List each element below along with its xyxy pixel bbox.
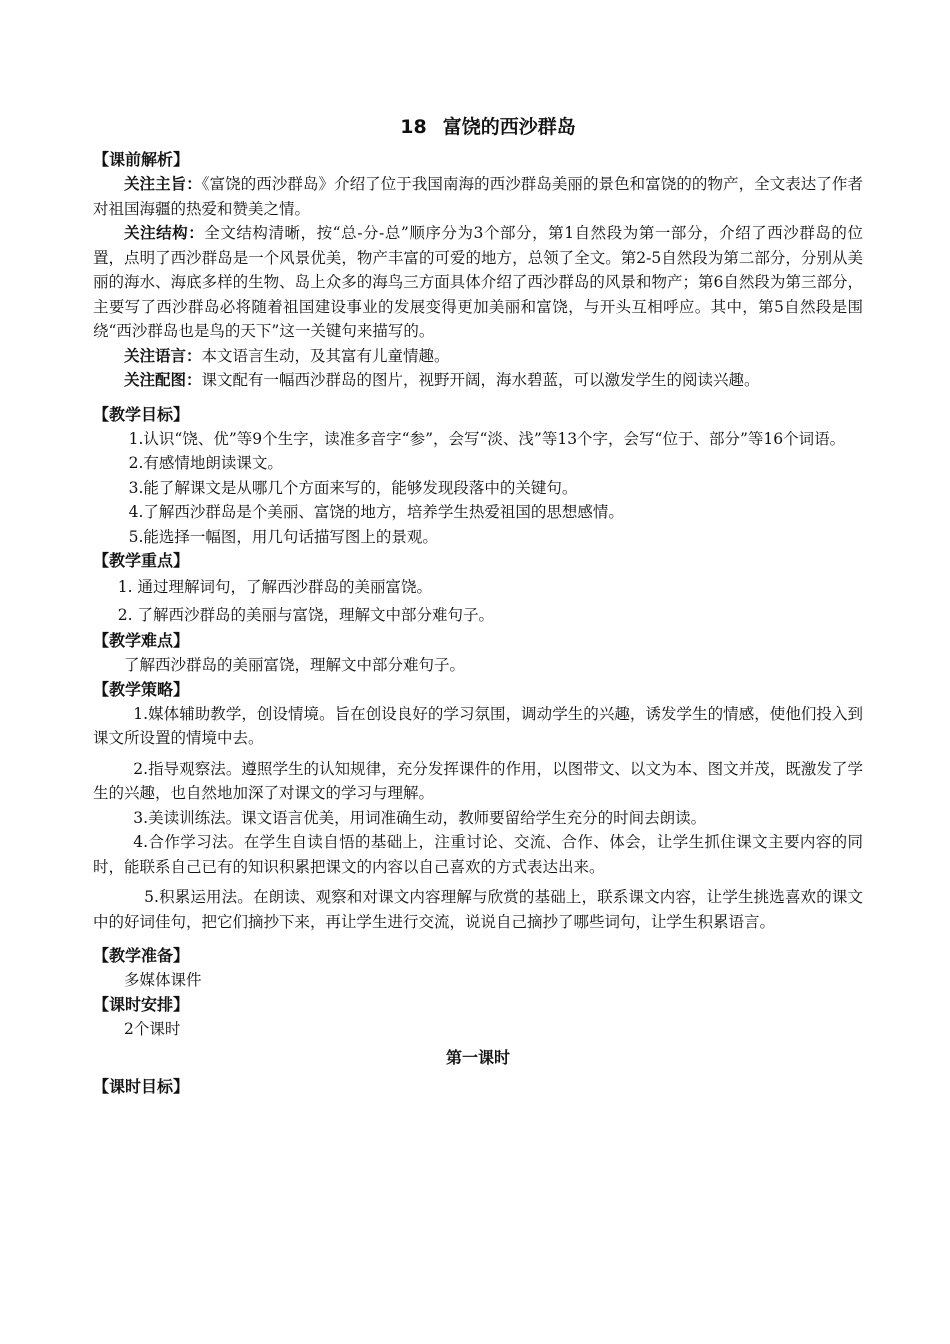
strategy-item: 2.指导观察法。遵照学生的认知规律，充分发挥课件的作用，以图带文、以文为本、图文并茂，既激发了学生的兴趣，也自然地加深了对课文的学习与理解。: [93, 759, 863, 802]
objective-item: 5.能选择一幅图，用几句话描写图上的景观。: [128, 527, 438, 546]
strategy-item: 3.美读训练法。课文语言优美，用词准确生动，教师要留给学生充分的时间去朗读。: [133, 808, 707, 827]
strategy-item: 4.合作学习法。在学生自读自悟的基础上，注重讨论、交流、合作、体会，让学生抓住课文主要内容的同时，能联系自己已有的知识积累把课文的内容以自己喜欢的方式表达出来。: [93, 833, 863, 876]
focus-illustration: [93, 368, 863, 393]
focus-theme-text: 《富饶的西沙群岛》介绍了位于我国南海的西沙群岛美丽的景色和富饶的的物产，全文表达了作者对祖国海疆的热爱和赞美之情。: [93, 175, 863, 218]
objective-item: 4.了解西沙群岛是个美丽、富饶的地方，培养学生热爱祖国的思想感情。: [128, 503, 624, 521]
difficulty-text: 了解西沙群岛的美丽富饶，理解文中部分难句子。: [124, 656, 466, 674]
focus-structure-lead: 关注结构：: [124, 224, 205, 242]
focus-theme-lead: 关注主旨：: [124, 175, 202, 193]
strategies-heading: 【教学策略】: [93, 679, 190, 699]
objective-item: 3.能了解课文是从哪几个方面来写的，能够发现段落中的关键句。: [128, 478, 578, 497]
focus-theme: [93, 172, 863, 221]
preparation-heading: 【教学准备】: [93, 946, 190, 965]
strategy-item: 1.媒体辅助教学，创设情境。旨在创设良好的学习氛围，调动学生的兴趣，诱发学生的情感，使他们投入到课文所设置的情境中去。: [93, 704, 863, 747]
schedule-text: 2个课时: [124, 1019, 181, 1038]
focus-language-text: 本文语言生动，及其富有儿童情趣。: [201, 346, 450, 365]
focus-illustration-text: 课文配有一幅西沙群岛的图片，视野开阔，海水碧蓝，可以激发学生的阅读兴趣。: [201, 371, 760, 389]
objective-item: 1.认识“饶、优”等9个生字，读准多音字“参”，会写“淡、浅”等13个字，会写“位于、部分”等16个词语。: [128, 429, 846, 448]
focus-structure-text: 全文结构清晰，按“总-分-总”顺序分为3个部分，第1自然段为第一部分，介绍了西沙群岛的位置，点明了西沙群岛是一个风景优美，物产丰富的可爱的地方，总领了全文。第2-5自然段为第二部分，分别从美丽的海水、海底多样的生物、岛上众多的海鸟三方面具体介绍了西沙群岛的风景和物产；第6自然段为第三部分，主要写了西沙群岛必将随着祖国建设事业的发展变得更加美丽和富饶，与开头互相呼应。其中，第5自然段是围绕“西沙群岛也是鸟的天下”这一关键句来描写的。: [93, 224, 863, 340]
focus-language: [93, 344, 863, 369]
lesson-title: 富饶的西沙群岛: [442, 116, 576, 138]
document-page: [93, 112, 863, 1099]
schedule-heading: 【课时安排】: [93, 994, 190, 1014]
objectives-heading: 【教学目标】: [93, 404, 190, 424]
preparation-text: 多媒体课件: [124, 971, 202, 989]
lesson-number: 18: [400, 116, 427, 138]
focus-illustration-lead: 关注配图：: [124, 371, 202, 389]
key-point-item: 1. 通过理解词句，了解西沙群岛的美丽富饶。: [117, 578, 433, 596]
difficulties-heading: 【教学难点】: [93, 631, 190, 650]
key-point-item: 2. 了解西沙群岛的美丽与富饶，理解文中部分难句子。: [117, 606, 495, 624]
focus-language-lead: 关注语言：: [124, 346, 202, 365]
lesson-goals-heading: 【课时目标】: [93, 1077, 190, 1096]
focus-structure: [93, 221, 863, 344]
document-title: [113, 112, 863, 142]
pre-analysis-heading: 【课前解析】: [93, 150, 190, 169]
objective-item: 2.有感情地朗读课文。: [128, 454, 283, 472]
strategy-item: 5.积累运用法。在朗读、观察和对课文内容理解与欣赏的基础上，联系课文内容，让学生挑选喜欢的课文中的好词佳句，把它们摘抄下来，再让学生进行交流，说说自己摘抄了哪些词句，让学生积累语言。: [93, 888, 863, 931]
key-points-heading: 【教学重点】: [93, 551, 190, 570]
first-lesson-title: 第一课时: [445, 1048, 510, 1067]
